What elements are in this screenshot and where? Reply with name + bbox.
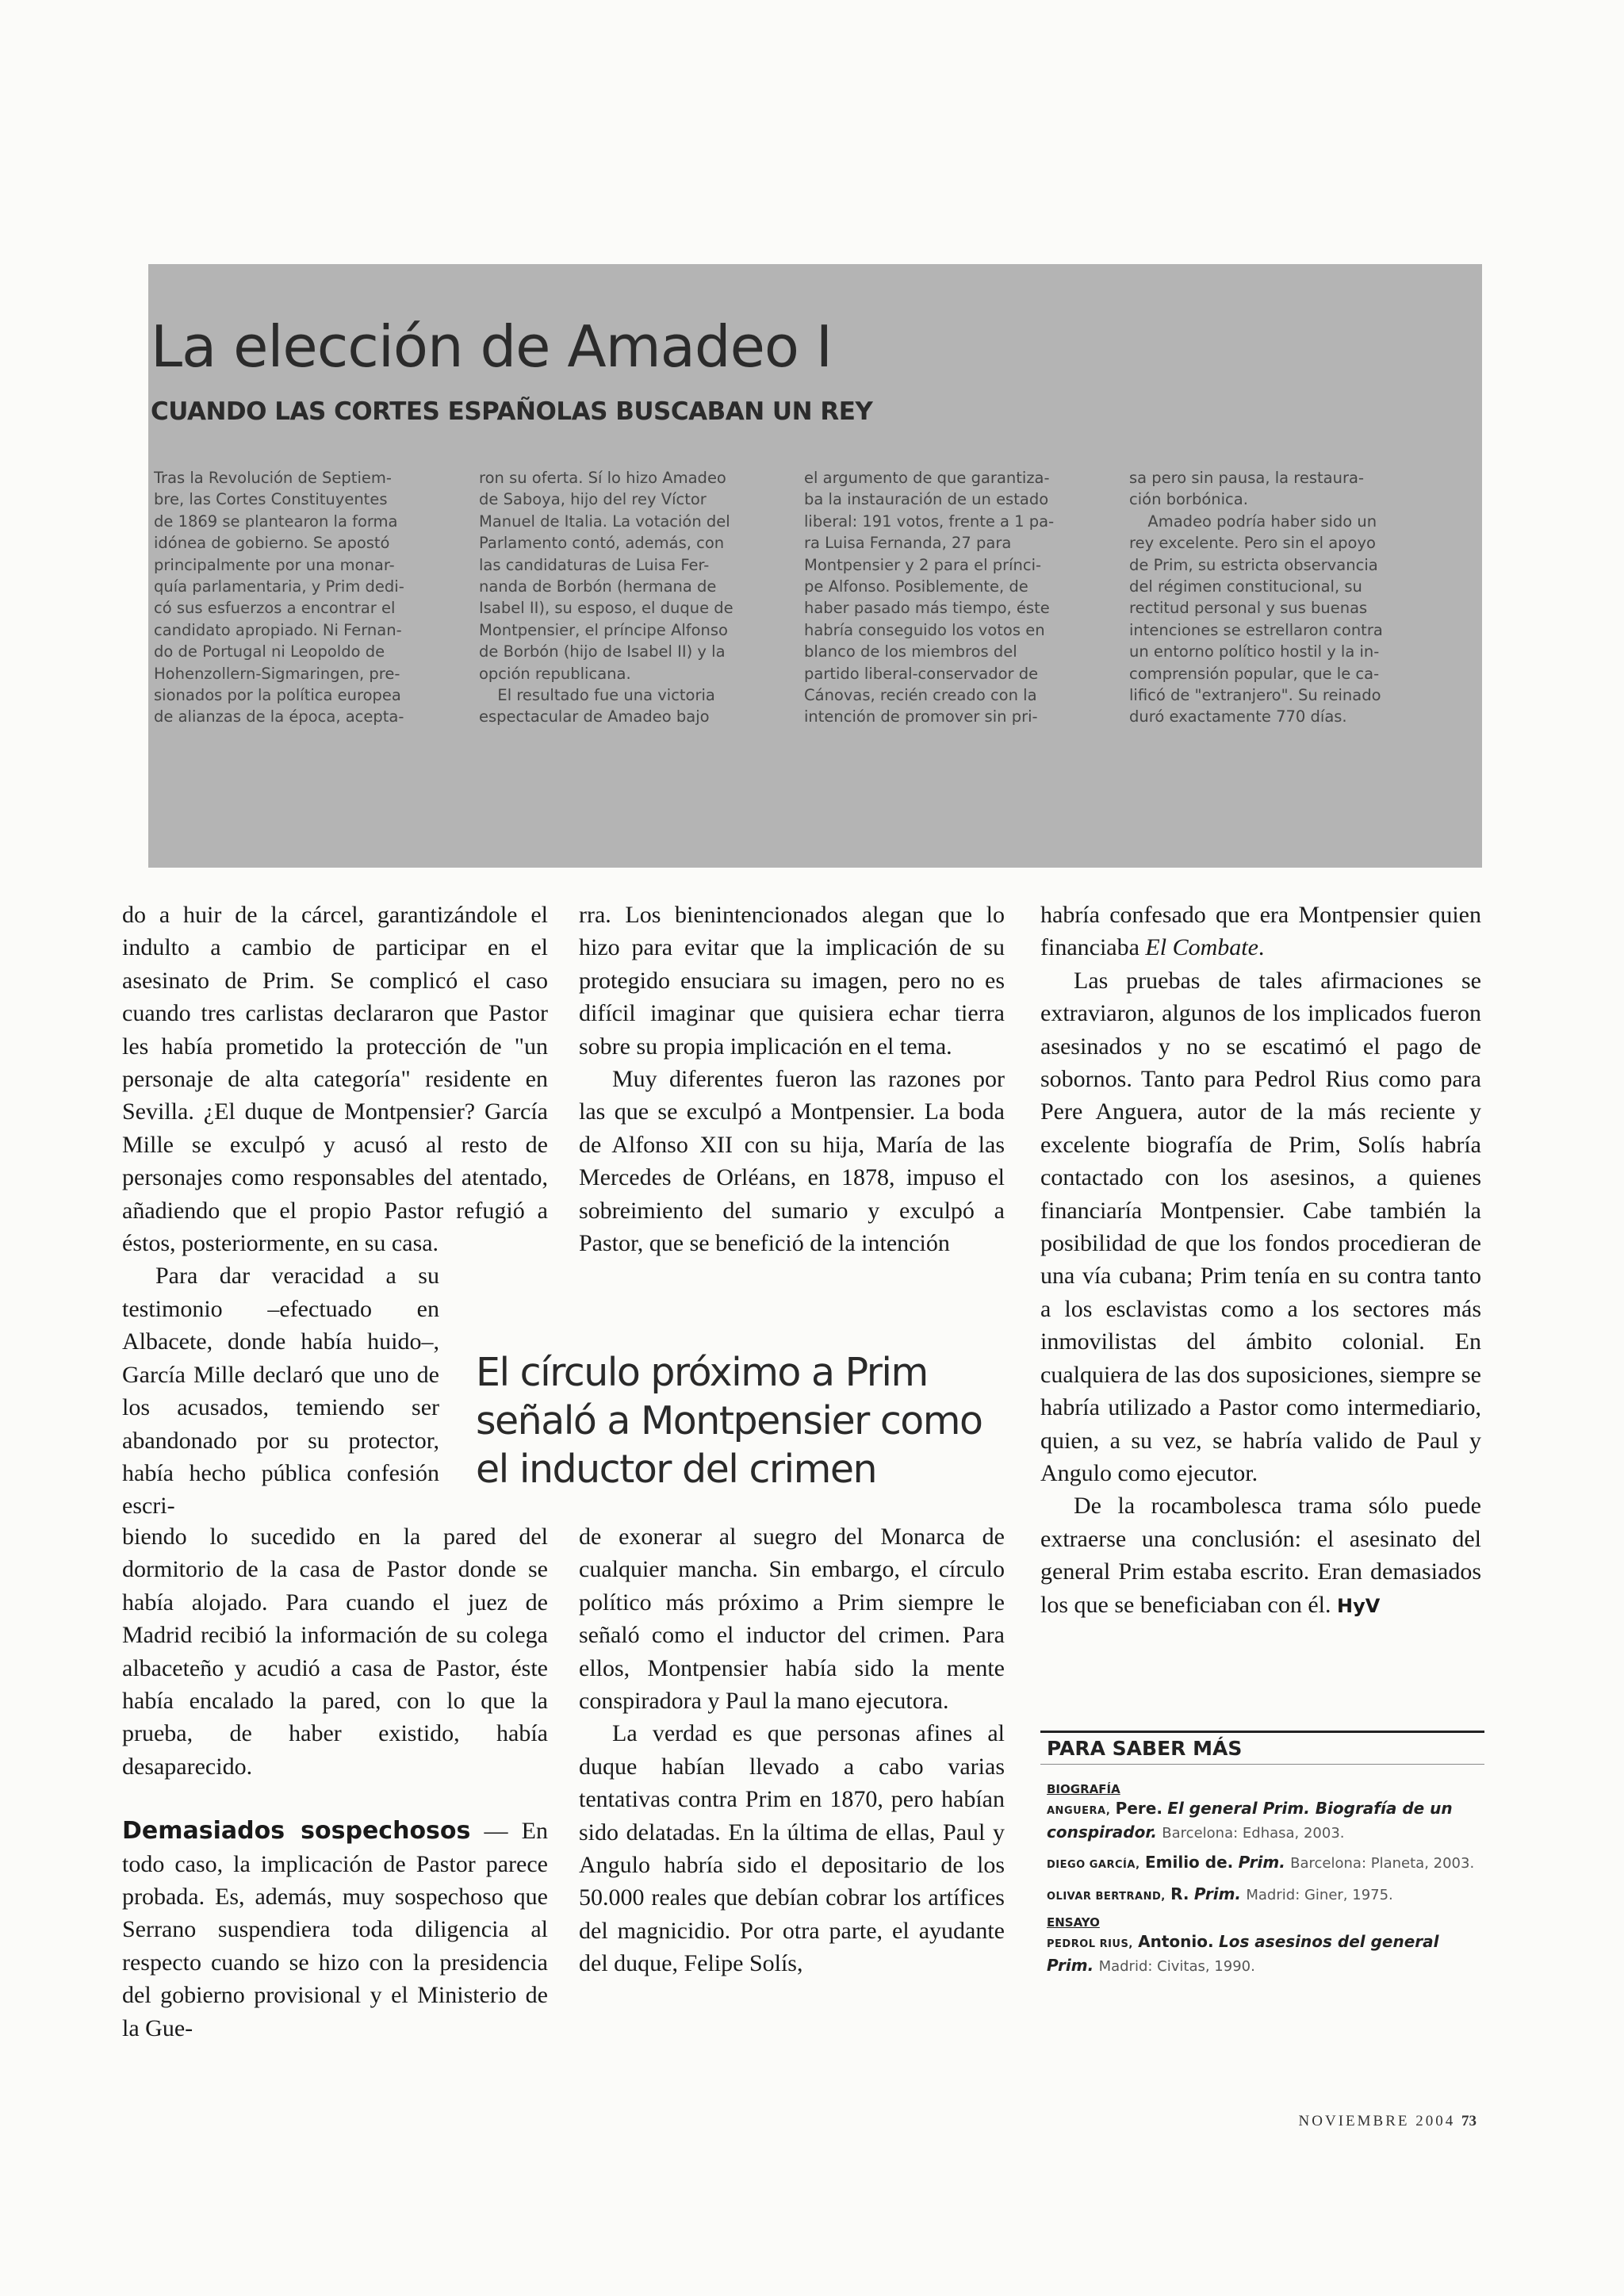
author-name: Emilio de. xyxy=(1144,1853,1234,1872)
further-reading-heading: PARA SABER MÁS xyxy=(1040,1731,1484,1765)
box-paragraph: sa pero sin pausa, la restaura- ción borbónica. xyxy=(1129,469,1364,509)
book-title: Prim. xyxy=(1193,1884,1242,1903)
box-paragraph: Tras la Revolución de Septiem- bre, las Cortes Constituyentes de 1869 se plantearon la forma idónea de gobierno. Se apostó principalmente por una monar- quía parlamentaria, y Prim dedi- có sus esfuerzos a encontrar el candidato apropiado. Ni Fernan- do de Portugal ni Leopoldo de Hohenzollern-Sigmaringen, pre- sionados por la política europea de alianzas de la época, acepta- xyxy=(154,469,404,726)
book-publisher: Barcelona: Planeta, 2003. xyxy=(1290,1855,1475,1872)
author-surname: OLIVAR BERTRAND, xyxy=(1047,1891,1166,1903)
author-surname: PEDROL RIUS, xyxy=(1047,1938,1133,1950)
body-paragraph xyxy=(122,1815,548,2045)
pull-quote-line: El círculo próximo a Prim xyxy=(476,1350,928,1395)
article-column-2-lower xyxy=(579,1520,1005,1980)
bibliography-entry xyxy=(1047,1852,1484,1876)
body-text: . xyxy=(1258,934,1265,961)
section-subheading: Demasiados sospechosos xyxy=(122,1817,471,1846)
box-paragraph: el argumento de que garantiza- ba la instauración de un estado liberal: 191 votos, frente a 1 pa- ra Luisa Fernanda, 27 para Montpensier y 2 para el prínci- pe Alfonso. Posiblemente, de haber pasado más tiempo, éste habría conseguido los votos en blanco de los miembros del partido liberal-conservador de Cánovas, recién creado con la intención de promover sin pri- xyxy=(804,469,1055,726)
book-publisher: Madrid: Giner, 1975. xyxy=(1246,1887,1393,1903)
category-essay: ENSAYO xyxy=(1047,1915,1100,1930)
author-name: Pere. xyxy=(1115,1799,1162,1818)
box-column-4 xyxy=(1129,467,1424,728)
body-paragraph: biendo lo sucedido en la pared del dormitorio de la casa de Pastor donde se había alojado. Para cuando el juez de Madrid recibió la información de su colega albaceteño y acudió a casa de Pastor, éste había encalado la pared, con lo que la prueba, de haber existido, había desaparecido. xyxy=(122,1524,548,1780)
box-paragraph: Amadeo podría haber sido un rey excelente. Pero sin el apoyo de Prim, su estricta observancia del régimen constitucional, su rectitud personal y sus buenas intenciones se estrellaron contra un entorno político hostil y la in- comprensión popular, que le ca- lificó de "extranjero". Su reinado duró exactamente 770 días. xyxy=(1129,512,1383,726)
issue-date: NOVIEMBRE 2004 xyxy=(1298,2113,1456,2129)
author-surname: DIEGO GARCÍA, xyxy=(1047,1859,1140,1871)
body-text: De la rocambolesca trama sólo puede extraerse una conclusión: el asesinato del general Prim estaba escrito. Eran demasiados los que se beneficiaban con él. xyxy=(1040,1493,1481,1618)
author-surname: ANGUERA, xyxy=(1047,1805,1111,1817)
book-title: El general Prim. Biografía de un conspirador. xyxy=(1047,1799,1453,1842)
body-paragraph: Para dar veracidad a su testimonio –efectuado en Albacete, donde había huido–, García Mille declaró que uno de los acusados, temiendo ser abandonado por su protector, había hecho pública confesión escri- xyxy=(122,1263,439,1520)
book-publisher: Barcelona: Edhasa, 2003. xyxy=(1162,1825,1345,1842)
page-footer xyxy=(1299,2113,1477,2130)
body-paragraph: de exonerar al suegro del Monarca de cualquier mancha. Sin embargo, el círculo político más próximo a Prim siempre le señaló como el inductor del crimen. Para ellos, Montpensier había sido la mente conspiradora y Paul la mano ejecutora. xyxy=(579,1524,1005,1715)
publication-title: El Combate xyxy=(1145,934,1258,961)
subheading-dash: — xyxy=(470,1818,522,1845)
sidebar-box xyxy=(148,264,1482,868)
box-subtitle: CUANDO LAS CORTES ESPAÑOLAS BUSCABAN UN REY xyxy=(151,397,873,426)
body-paragraph: do a huir de la cárcel, garantizándole el indulto a cambio de participar en el asesinato de Prim. Se complicó el caso cuando tres carlistas declararon que Pastor les había prometido la protección de "un personaje de alta categoría" residente en Sevilla. ¿El duque de Montpensier? García Mille se exculpó y acusó al resto de personajes como responsables del atentado, añadiendo que el propio Pastor refugió a éstos, posteriormente, en su casa. xyxy=(122,902,548,1257)
body-paragraph: La verdad es que personas afines al duque habían llevado a cabo varias tentativas contra Prim en 1870, pero habían sido delatadas. En la última de ellas, Paul y Angulo habría sido el depositario de los 50.000 reales que debían cobrar los artífices del magnicidio. Por otra parte, el ayudante del duque, Felipe Solís, xyxy=(579,1720,1005,1977)
bibliography-entry xyxy=(1047,1931,1484,1977)
category-biography: BIOGRAFÍA xyxy=(1047,1782,1120,1796)
author-name: R. xyxy=(1170,1884,1189,1903)
body-text: habría confesado que era Montpensier quien financiaba xyxy=(1040,902,1481,961)
body-paragraph: Las pruebas de tales afirmaciones se extraviaron, algunos de los implicados fueron asesinados y no se escatimó el pago de sobornos. Tanto para Pedrol Rius como para Pere Anguera, autor de la más reciente y excelente biografía de Prim, Solís habría contactado con los asesinos, a quienes financiaría Montpensier. Cabe también la posibilidad de que los fondos procedieran de una vía cubana; Prim tenía en su contra tanto a los esclavistas como a los sectores más inmovilistas del ámbito colonial. En cualquiera de las dos suposiciones, siempre se habría utilizado a Pastor como intermediario, quien, a su vez, se habría valido de Paul y Angulo como ejecutor. xyxy=(1040,967,1481,1486)
further-reading-box xyxy=(1040,1731,1484,1985)
box-paragraph: ron su oferta. Sí lo hizo Amadeo de Saboya, hijo del rey Víctor Manuel de Italia. La votación del Parlamento contó, además, con las candidaturas de Luisa Fer- nanda de Borbón (hermana de Isabel II), su esposo, el duque de Montpensier, el príncipe Alfonso de Borbón (hijo de Isabel II) y la opción republicana. xyxy=(479,469,733,683)
author-name: Antonio. xyxy=(1138,1932,1214,1951)
box-column-3 xyxy=(804,467,1099,728)
body-paragraph xyxy=(1040,1489,1481,1623)
box-title: La elección de Amadeo I xyxy=(151,313,833,380)
book-publisher: Madrid: Civitas, 1990. xyxy=(1098,1958,1255,1975)
bibliography-entry xyxy=(1047,1798,1484,1844)
pull-quote-line: señaló a Montpensier como xyxy=(476,1398,982,1443)
book-title: Prim. xyxy=(1238,1853,1285,1872)
body-paragraph: rra. Los bienintencionados alegan que lo hizo para evitar que la implicación de su protegido ensuciara su imagen, pero no es difícil imaginar que quisiera echar tierra sobre su propia implicación en el tema. xyxy=(579,902,1005,1060)
bibliography-entry xyxy=(1047,1884,1484,1907)
box-column-1 xyxy=(154,467,449,728)
box-paragraph: El resultado fue una victoria espectacular de Amadeo bajo xyxy=(479,686,715,726)
author-signature: HyV xyxy=(1337,1594,1381,1617)
box-column-2 xyxy=(479,467,774,728)
page-number: 73 xyxy=(1461,2113,1477,2129)
pull-quote-line: el inductor del crimen xyxy=(476,1447,877,1492)
article-column-1-lower xyxy=(122,1520,548,2045)
pull-quote xyxy=(476,1348,983,1493)
body-text: En todo caso, la implicación de Pastor parece probada. Es, además, muy sospechoso que Serrano suspendiera toda diligencia al respecto cuando se hizo con la presidencia del gobierno provisional y el Ministerio de la Gue- xyxy=(122,1818,548,2041)
article-column-3 xyxy=(1040,899,1481,1623)
body-paragraph xyxy=(1040,899,1481,964)
body-paragraph: Muy diferentes fueron las razones por las que se exculpó a Montpensier. La boda de Alfonso XII con su hija, María de las Mercedes de Orléans, en 1878, impuso el sobreimiento del sumario y exculpó a Pastor, que se benefició de la intención xyxy=(579,1066,1005,1257)
article-column-2 xyxy=(579,899,1005,1259)
book-title: Los asesinos del general Prim. xyxy=(1047,1932,1439,1975)
